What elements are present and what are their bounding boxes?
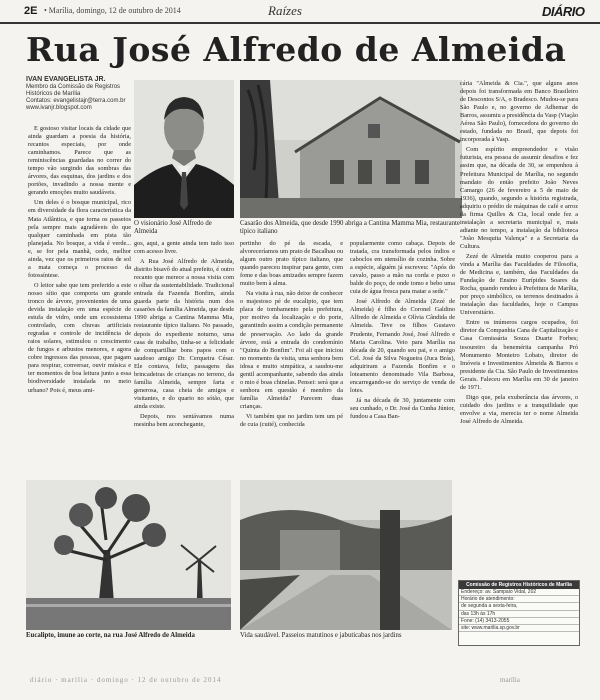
author-blog: www.ivanjr.blogspot.com [26, 105, 92, 111]
paragraph: Digo que, pela exuberância das árvores, o cuidado dos jardins e a tranquilidade que envolve a via, merecia ter o nome Almeida José Alfredo de Almeida. [460, 393, 578, 425]
author-name: IVAN EVANGELISTA JR. [26, 76, 106, 83]
article-column-5 [460, 80, 578, 574]
house-caption: Casarão dos Almeida, que desde 1990 abriga a Cantina Mamma Mia, restaurante típico italiano [240, 220, 460, 235]
dateline: • Marília, domingo, 12 de outubro de 2014 [44, 6, 181, 15]
street-garden-icon [240, 480, 452, 630]
registry-box [458, 580, 580, 646]
paragraph: Zezé de Almeida muito cooperou para a vinda a Marília das Faculdades de Filosofia, de Medicina e, também, das Faculdades da Fundação de Ensino Eurípides Soares da Rocha, quando rendeu à Prefeitura de Marília, por preço simbólico, os terrenos destinados à instalação das faculdades, hoje o Campus Universitário. [460, 252, 578, 317]
paragraph: popularmente como cabaça. Depois de tratada, cra transformada pelos índios e caboclos em utensílio de cozinha. Sobre a espécie, alguém já escreveu: "Após do cavalo, passo a mão na corda e puxo o balde do poço, de onde tomo e bebo uma cuia de água fresca para matar a sede." [350, 240, 455, 296]
paragraph: gos, aqui, a gente ainda tem tudo isso com acesso livre. [134, 240, 234, 256]
man-portrait-icon [134, 80, 234, 218]
house-photo [240, 80, 462, 218]
article-column-1 [28, 125, 131, 480]
article-column-3 [240, 240, 343, 474]
footer-right-text: marília [500, 676, 520, 684]
page-header [0, 0, 600, 24]
paragraph: A Rua José Alfredo de Almeida, distrito bisavô do atual prefeito, é outro recanto que merece a nossa visita com o olhar da sustentabilidade. Tradicional entrada da Fazenda Bonfim, ainda guarda parte da história num dos casarões da família Almeida, que desde 1990 abriga a Cantina Mamma Mia, restaurante típico italiano. No passado, depois do expediente noturno, uma casa de trabalho, tinha-se a felicidade de compartilhar bons papos com o saudoso amigo Dr. Cerqueira César. Ele contava, feliz, passagens das brincadeiras de crianças no terreno, da família Almeida, sempre farta e generosa, casa cheia de amigos e visitantes, e do quarto no sótão, que ainda existe. [134, 258, 234, 410]
tree-photo [26, 480, 231, 630]
paragraph: Vi também que no jardim tem um pé de cuia (cuité), conhecida [240, 412, 343, 429]
paragraph: Na visita à rua, não deixe de conhecer o majestoso pé de eucalipto, que tem placa de tombamento pela prefeitura, por motivo da localização e do porte, garantindo assim a condição permanente de preservação. Ao lado da grande árvore, está a entrada do condomínio "Quinta do Bonfim". Foi ali que iniciou no momento da visita, uma senhora bem idosa e muito simpática, a saudou-me gentil acompanhante, sabendo das ainda o mio é boas chinelas. Pensei: será que a senhora em questão é membro da família Almeida? Parecem duas crianças. [240, 290, 343, 410]
registry-row: Fone: (14) 3413-2055 [459, 618, 579, 625]
street-photo [240, 480, 452, 630]
page-number: 2E [24, 5, 38, 17]
paragraph: José Alfredo de Almeida (Zezé de Almeida) é filho do Coronel Galdino Alfredo de Almeida e Olívia Cândida de Almeida. Teve os filhos Gustavo Prudente, Fernando José, José Alfredo e Maria Carolina. Veio para Marília na década de 20, quando seu pai, e o amigo Cel. José da Silva Nogueira (Juca Brás), adquiriram a Fazenda Bonfim e o loteamento denominado Vila Barbosa, encarregando-se do serviço de venda de lotes. [350, 298, 455, 394]
registry-title: Comissão de Registros Históricos de Marília [459, 581, 579, 589]
registry-row: Horário de atendimento: [459, 596, 579, 603]
registry-row: das 13h às 17h [459, 611, 579, 618]
registry-row: Endereço: av. Sampaio Vidal, 202 [459, 589, 579, 596]
section-title: Raízes [268, 3, 302, 18]
street-caption: Vida saudável. Passeios matutinos e jabuticabas nos jardins [240, 632, 402, 639]
article-column-4 [350, 240, 455, 474]
paragraph: E gostoso visitar locais da cidade que ainda guardam a poesia da história, recantos especiais, por onde caminhamos. Parece que as reminiscências guardadas no correr do tempo vão surgindo das sombras das árvores, das esquinas, dos jardins e dos portões, invadindo a nossa mente e gerando emoções muito saudáveis. [28, 125, 131, 197]
registry-row: site: www.marilia.sp.gov.br [459, 625, 579, 632]
article-column-2 [134, 240, 234, 474]
portrait-photo [134, 80, 234, 218]
paragraph: Já na década de 30, juntamente com seu cunhado, o Dr. José da Cunha Júnior, fundou a Casa Ban- [350, 396, 455, 420]
byline [26, 76, 126, 112]
paragraph: Depois, nos sentávamos numa mesinha bem aconchegante, [134, 412, 234, 429]
eucalyptus-tree-icon [26, 480, 231, 630]
paragraph: Com espírito empreendedor e visão futurista, era pessoa de assumir desafios e fez assim que, na década de 30, se empenhou à Prefeitura Municipal de Marília, no segundo mandato do então prefeito João Neves Camargo (26 de fevereiro a 5 de maio de 1936), quando, segundo a história registrada, adquiriu o prédio de máquinas de café e arroz da firma Quilles & Cia, local onde fez a instalação a secretaria municipal e, mais adiante no tempo, a instalação da biblioteca "João Mesquita Valença" e a Secretaria da Cultura. [460, 146, 578, 250]
tree-caption: Eucalipto, imune ao corte, na rua José Alfredo de Almeida [26, 632, 195, 639]
paragraph: cária "Almeida & Cia.", que alguns anos depois foi transformada em Banco Brasileiro de Descontos S/A, o Bradesco. Mudou-se para São Paulo e, no governo de Adhemar de Barros, assumiu a presidência da Vasp (Viação Aérea São Paulo), fornecedora do governo do estado, fundada no Brasil, que depois foi incorporada à Vasp. [460, 80, 578, 144]
paragraph: O leitor sabe que tem preferido a este nosso sítio que comporta um grande tronco de árvore, provenientes de uma devida instalação em uma espécie de estufa de vidro, onde um ecossistema controlado, com chuvas artificiais regradas e controle de incidência de raios solares, estimulou o crescimento de fungos e arbustos menores, e agora cobre ingressos das pessoas, que pagam para respirar, conversar, ouvir música e ter momentos de boa leitura junto a essa biodiversidade instalada no meio urbano? Pois é, meus ami- [28, 281, 131, 394]
newspaper-logo: DIÁRIO [542, 4, 585, 19]
old-house-icon [240, 80, 462, 218]
portrait-caption: O visionário José Alfredo de Almeida [134, 220, 212, 235]
author-email: Contatos: evangelistajr@terra.com.br [26, 98, 126, 104]
registry-row: de segunda a sexta-feira, [459, 603, 579, 610]
paragraph: pertinho do pé da escada, e alvoreceríamos um prato de Bacalhau ou algum outro prato típico italiano, que quando pareceu inspirar para gente, com fome e das boas amizades sempre fazem muito bem à alma. [240, 240, 343, 288]
headline: Rua José Alfredo de Almeida [26, 30, 567, 69]
footer-text: diário · marília · domingo · 12 de outubro de 2014 [30, 676, 222, 684]
paragraph: Um deles é o bosque municipal, rico em diversidade da flora característica da Mata Atlântica, e que torna os passeios pela sempre mais agradáveis do que qualquer caminhada em pista tão planejada. No bosque, a vida é verde... e, se for pela manhã, cedo, melhor ainda, vez que os primeiros raios de sol a mata começa o processo da fotossíntese. [28, 199, 131, 279]
author-bio: Membro da Comissão de Registros Históricos de Marília [26, 84, 121, 97]
paragraph: Entre os inúmeros cargos ocupados, foi diretor da Companhia Cana de Capitalização e Casa Comissária Souza Duarte Forbes; tesoureiro da benemérita campanha Pró Monumento Monteiro Lobato, diretor de Imóveis e Investimentos Almeida & Barros e presidente da Cia. São Paulo de Investimentos Gerais. Faleceu em Marília em 30 de janeiro de 1971. [460, 319, 578, 391]
